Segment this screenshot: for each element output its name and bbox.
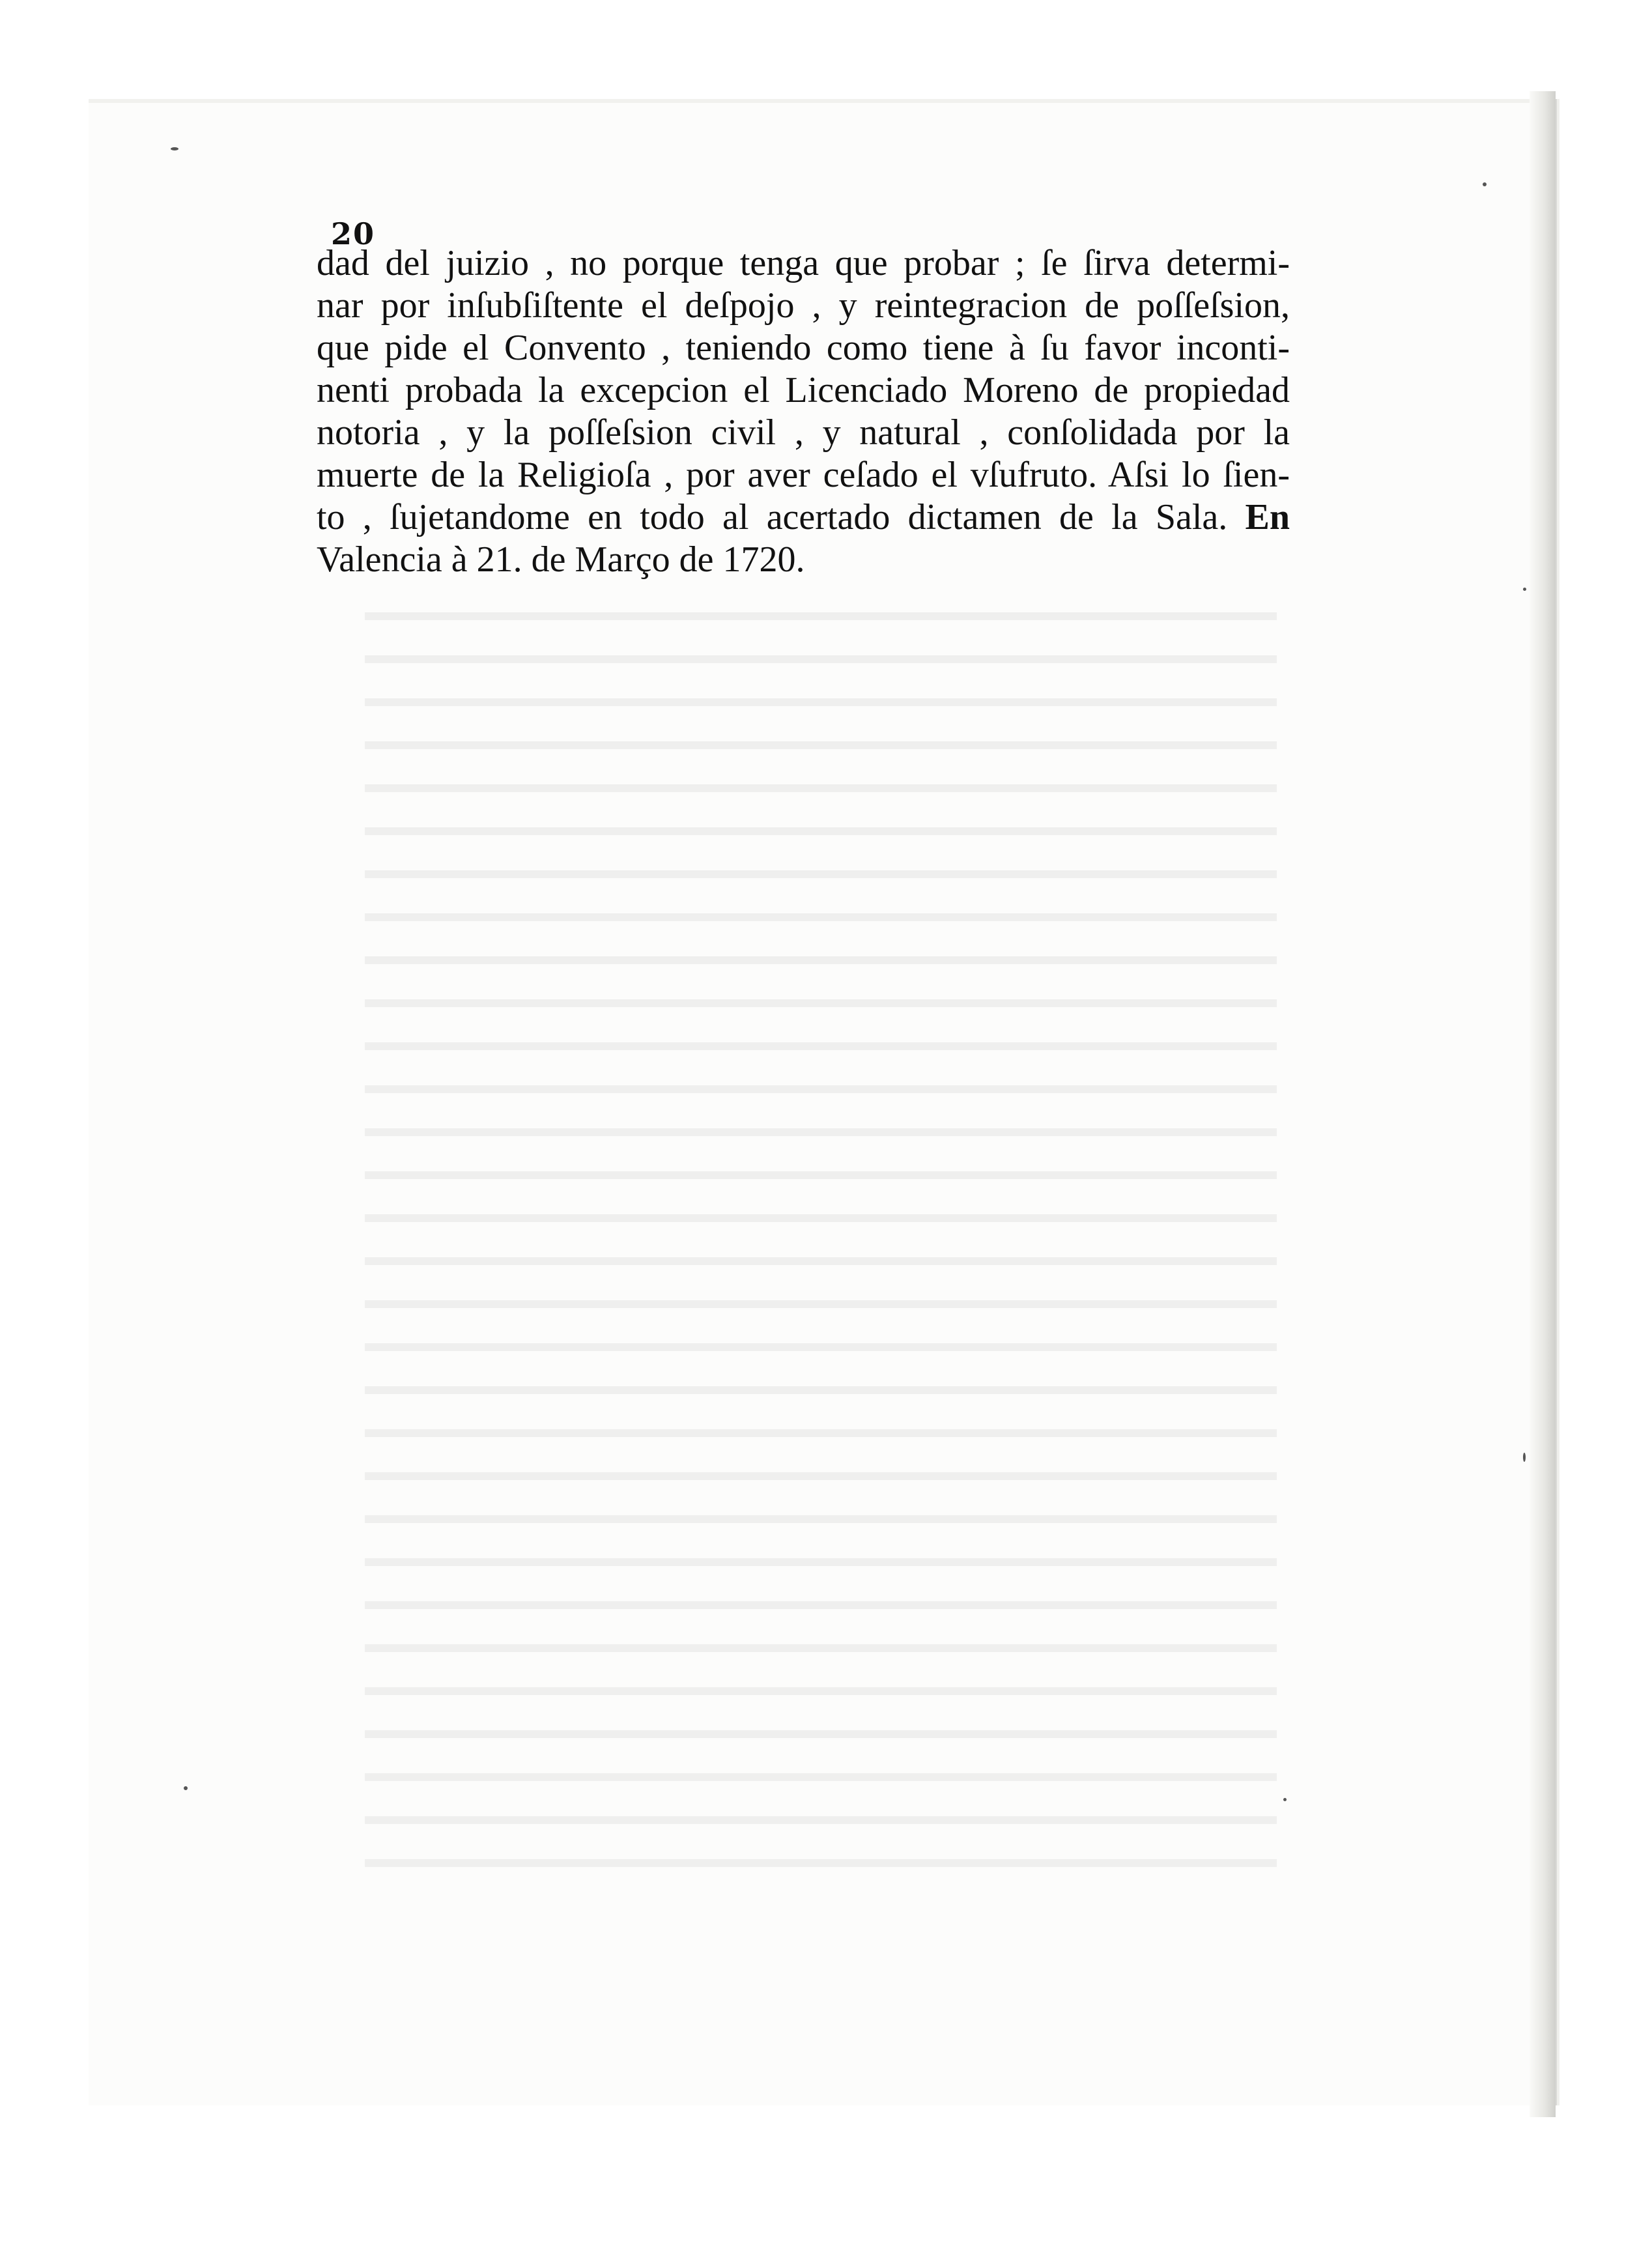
text-line: nar por inſubſiſtente el deſpojo , y reintegracion de poſſeſsion, (317, 285, 1290, 326)
signoff-word: En (1245, 497, 1290, 537)
paper-speck (184, 1786, 188, 1790)
text-line: dad del juizio , no porque tenga que probar ; ſe ſirva determi- (317, 243, 1290, 283)
paper-speck (1283, 1798, 1287, 1801)
paper-speck (1523, 1453, 1526, 1462)
paper-right-edge (1530, 91, 1556, 2117)
paper-speck (171, 147, 178, 150)
paper-speck (1523, 588, 1526, 591)
show-through-text (365, 586, 1277, 1889)
text-line-with-signoff (317, 496, 1290, 539)
paper-speck (1483, 182, 1487, 186)
page-number: 20 (331, 216, 376, 251)
paper-top-edge (89, 99, 1553, 103)
text-line: muerte de la Religioſa , por aver ceſado el vſufruto. Aſsi lo ſien- (317, 455, 1290, 495)
text-line: to , ſujetandome en todo al acertado dictamen de la Sala. (317, 497, 1228, 537)
body-text (317, 242, 1290, 581)
text-line: que pide el Convento , teniendo como tiene à ſu favor inconti- (317, 328, 1290, 368)
text-line: nenti probada la excepcion el Licenciado Moreno de propiedad (317, 370, 1290, 410)
closing-line: Valencia à 21. de Março de 1720. (317, 539, 805, 580)
text-line: notoria , y la poſſeſsion civil , y natural , conſolidada por la (317, 412, 1290, 453)
